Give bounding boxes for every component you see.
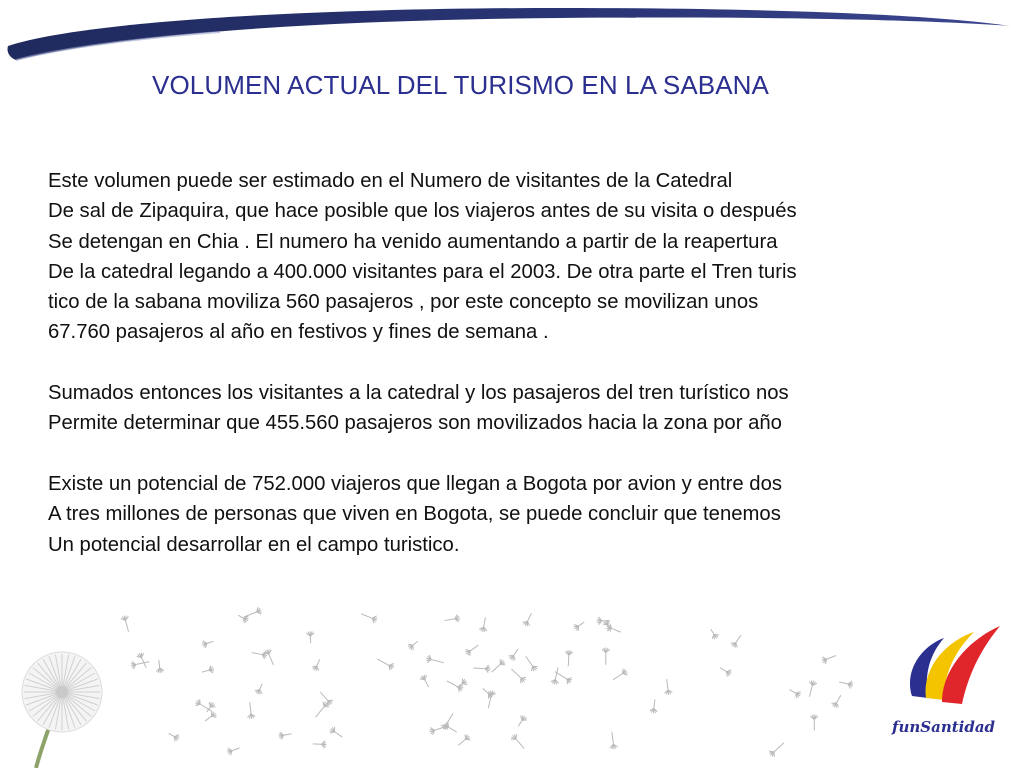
text-line: 67.760 pasajeros al año en festivos y fines de semana . [48,321,549,344]
seed-mark [131,661,150,669]
seed-mark [361,614,377,623]
seed-mark [492,659,506,672]
seed-mark [202,641,213,648]
seed-mark [377,659,394,670]
text-line: tico de la sabana moviliza 560 pasajeros , por este concepto se movilizan unos [48,291,759,314]
seed-mark [610,732,618,750]
seed-mark [523,613,532,626]
top-swoosh-decoration [0,0,1024,70]
seed-mark [247,702,255,719]
text-line: Un potencial desarrollar en el campo turistico. [48,533,460,556]
seed-mark [839,681,853,689]
seed-mark [457,678,467,687]
seed-mark [613,669,627,680]
seed-mark [479,617,487,632]
text-line: Sumados entonces los visitantes a la catedral y los pasajeros del tren turístico nos [48,382,789,405]
seed-mark [711,629,719,639]
paragraph-catedral [48,166,1008,348]
text-line: Se detengan en Chia . El numero ha venido aumentando a partir de la reapertura [48,230,778,253]
seed-mark [650,699,658,713]
seed-mark [551,668,559,685]
seed-mark [312,659,320,671]
seed-mark [465,645,478,656]
text-line: Permite determinar que 455.560 pasajeros son movilizados hacia la zona por año [48,412,782,435]
seed-mark [156,660,164,673]
seed-mark [832,695,841,707]
seed-mark [822,655,836,664]
seed-mark [441,713,453,729]
seed-mark [518,715,527,726]
dandelion-seeds-decoration [0,600,880,768]
seed-mark [330,727,342,737]
paragraph-sumados [48,378,1008,439]
seed-mark [447,681,463,692]
seed-mark [121,616,129,632]
seed-mark [420,675,429,687]
seed-mark [565,650,573,666]
seed-mark [574,622,585,631]
seed-mark [665,679,673,695]
text-line: Existe un potencial de 752.000 viajeros que llegan a Bogota por avion y entre dos [48,472,783,495]
seed-mark [511,734,524,748]
brand-logo-icon [882,618,1012,758]
seed-mark [526,656,538,671]
seed-mark [511,669,526,683]
seed-mark [238,615,248,623]
text-line: De sal de Zipaquira, que hace posible que los viajeros antes de su visita o después [48,200,797,223]
seed-mark [227,748,239,755]
seed-mark [202,666,214,674]
seed-mark [408,641,418,650]
seed-mark [488,691,496,709]
paragraph-potencial [48,469,1008,560]
seed-mark [279,732,292,740]
seed-mark [473,665,490,673]
text-line: A tres millones de personas que viven en Bogota, se puede concluir que tenemos [48,503,781,526]
slide-title: VOLUMEN ACTUAL DEL TURISMO EN LA SABANA [152,70,769,100]
text-line: Este volumen puede ser estimado en el Numero de visitantes de la Catedral [48,170,733,192]
seed-mark [252,651,268,659]
dandelion-flower-icon [22,652,102,768]
brand-logo-text: funSantidad [892,718,996,736]
seed-mark [137,653,147,668]
seed-mark [602,648,610,665]
text-line: De la catedral legando a 400.000 visitantes para el 2003. De otra parte el Tren turis [48,260,797,283]
seed-mark [169,733,180,741]
seed-mark [426,655,444,663]
seed-mark [445,614,460,622]
seed-mark [244,607,262,617]
seed-mark [809,680,817,696]
seed-mark [205,711,216,721]
seed-mark [306,631,314,643]
seed-mark [731,635,741,648]
seed-mark [255,684,262,695]
slide-body [48,166,1008,590]
seed-mark [720,668,732,677]
seed-mark [195,699,212,711]
seed-mark [810,714,818,730]
seed-mark [313,741,327,749]
seed-mark [790,690,801,699]
seed-mark [769,743,784,757]
seed-mark [430,727,444,735]
seed-mark [509,649,518,660]
seed-mark [458,734,470,745]
